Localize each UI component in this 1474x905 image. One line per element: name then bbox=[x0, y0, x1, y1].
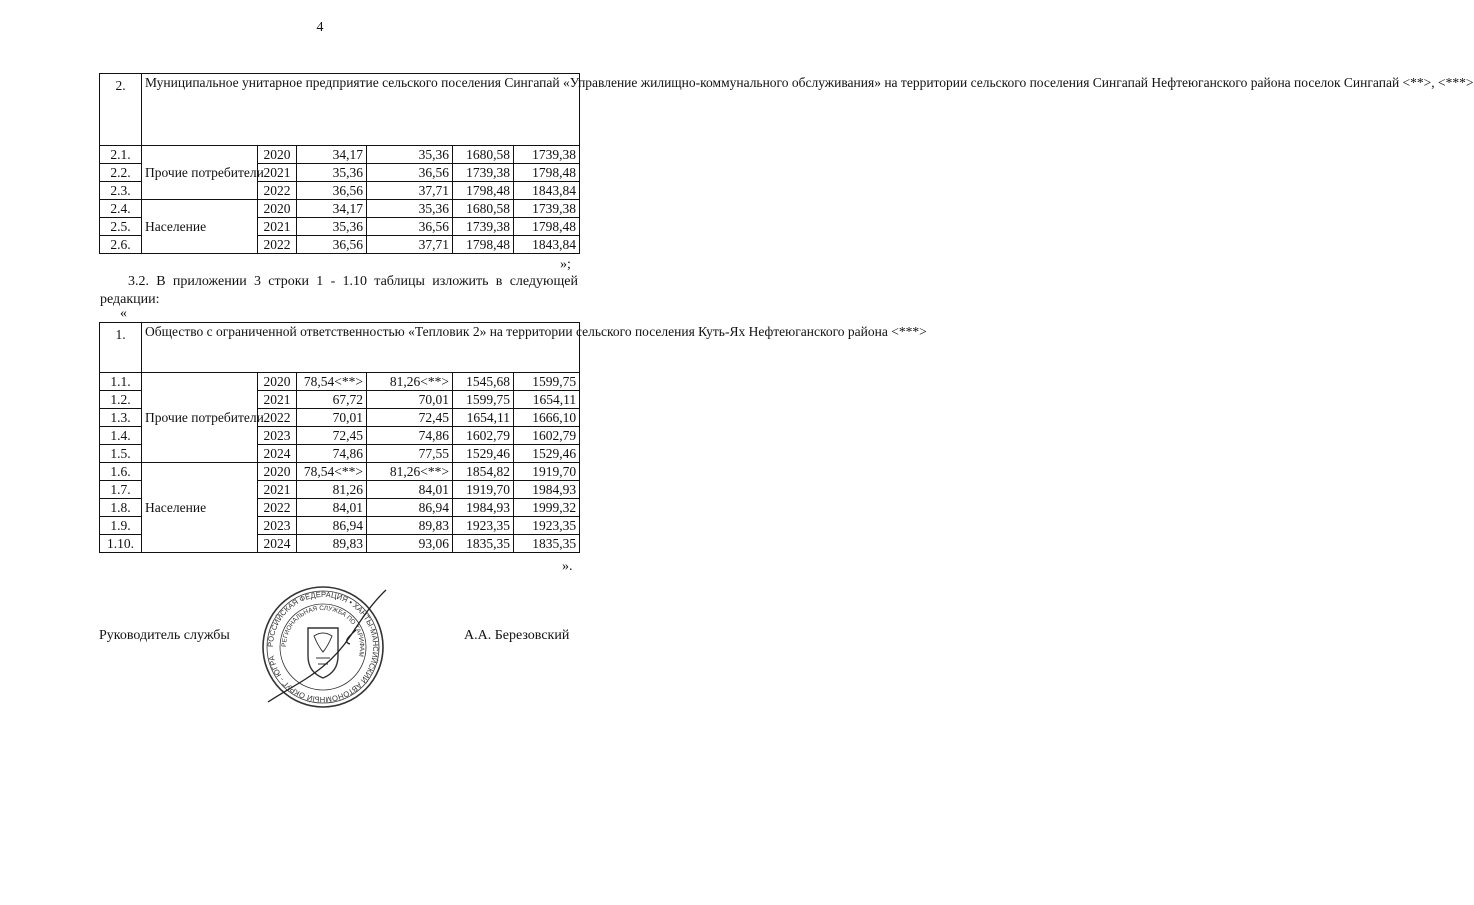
signature-position: Руководитель службы bbox=[99, 628, 230, 643]
value-cell: 84,01 bbox=[297, 499, 367, 517]
value-cell: 72,45 bbox=[367, 409, 453, 427]
row-number: 1.3. bbox=[100, 409, 142, 427]
value-cell: 1529,46 bbox=[453, 445, 514, 463]
value-cell: 78,54<**> bbox=[297, 463, 367, 481]
value-cell: 84,01 bbox=[367, 481, 453, 499]
value-cell: 36,56 bbox=[367, 218, 453, 236]
tariff-table-2 bbox=[99, 322, 927, 553]
year: 2021 bbox=[258, 481, 297, 499]
row-number: 2.6. bbox=[100, 236, 142, 254]
value-cell: 1835,35 bbox=[453, 535, 514, 553]
table-row bbox=[100, 463, 580, 481]
value-cell: 36,56 bbox=[367, 164, 453, 182]
value-cell: 72,45 bbox=[297, 427, 367, 445]
year: 2022 bbox=[258, 182, 297, 200]
amendment-paragraph bbox=[100, 273, 578, 309]
value-cell: 1843,84 bbox=[514, 182, 580, 200]
year: 2021 bbox=[258, 164, 297, 182]
row-number: 2.1. bbox=[100, 146, 142, 164]
consumer-group: Прочие потребители bbox=[142, 373, 258, 463]
page-number: 4 bbox=[316, 20, 324, 35]
org-number: 2. bbox=[100, 74, 142, 146]
value-cell: 86,94 bbox=[297, 517, 367, 535]
row-number: 2.5. bbox=[100, 218, 142, 236]
value-cell: 36,56 bbox=[297, 182, 367, 200]
row-number: 1.4. bbox=[100, 427, 142, 445]
org-number: 1. bbox=[100, 323, 142, 373]
consumer-group: Прочие потребители bbox=[142, 146, 258, 200]
row-number: 1.9. bbox=[100, 517, 142, 535]
value-cell: 1984,93 bbox=[514, 481, 580, 499]
closing-quote-1: »; bbox=[560, 257, 571, 272]
coat-of-arms-icon bbox=[308, 628, 338, 678]
value-cell: 1599,75 bbox=[514, 373, 580, 391]
value-cell: 1654,11 bbox=[514, 391, 580, 409]
year: 2020 bbox=[258, 200, 297, 218]
year: 2022 bbox=[258, 499, 297, 517]
value-cell: 1599,75 bbox=[453, 391, 514, 409]
value-cell: 35,36 bbox=[297, 164, 367, 182]
value-cell: 70,01 bbox=[367, 391, 453, 409]
value-cell: 1798,48 bbox=[453, 236, 514, 254]
value-cell: 74,86 bbox=[367, 427, 453, 445]
value-cell: 1798,48 bbox=[514, 218, 580, 236]
value-cell: 34,17 bbox=[297, 200, 367, 218]
year: 2020 bbox=[258, 146, 297, 164]
year: 2024 bbox=[258, 445, 297, 463]
row-number: 1.7. bbox=[100, 481, 142, 499]
value-cell: 1739,38 bbox=[514, 200, 580, 218]
value-cell: 1680,58 bbox=[453, 200, 514, 218]
value-cell: 37,71 bbox=[367, 236, 453, 254]
year: 2023 bbox=[258, 427, 297, 445]
value-cell: 1999,32 bbox=[514, 499, 580, 517]
tariff-table-1 bbox=[99, 73, 1474, 254]
value-cell: 89,83 bbox=[297, 535, 367, 553]
value-cell: 1854,82 bbox=[453, 463, 514, 481]
year: 2020 bbox=[258, 463, 297, 481]
org-row bbox=[100, 74, 580, 146]
value-cell: 1680,58 bbox=[453, 146, 514, 164]
row-number: 1.1. bbox=[100, 373, 142, 391]
row-number: 2.2. bbox=[100, 164, 142, 182]
value-cell: 70,01 bbox=[297, 409, 367, 427]
value-cell: 86,94 bbox=[367, 499, 453, 517]
opening-quote: « bbox=[120, 306, 127, 321]
value-cell: 1602,79 bbox=[514, 427, 580, 445]
value-cell: 81,26 bbox=[297, 481, 367, 499]
value-cell: 1545,68 bbox=[453, 373, 514, 391]
year: 2021 bbox=[258, 218, 297, 236]
value-cell: 89,83 bbox=[367, 517, 453, 535]
value-cell: 1739,38 bbox=[514, 146, 580, 164]
value-cell: 1529,46 bbox=[514, 445, 580, 463]
value-cell: 35,36 bbox=[367, 200, 453, 218]
seal-outer-text: РОССИЙСКАЯ ФЕДЕРАЦИЯ • ХАНТЫ-МАНСИЙСКИЙ АВТОНОМНЫЙ ОКРУГ - ЮГРА bbox=[265, 589, 381, 705]
value-cell: 93,06 bbox=[367, 535, 453, 553]
value-cell: 1919,70 bbox=[453, 481, 514, 499]
table-row bbox=[100, 200, 580, 218]
table-row bbox=[100, 146, 580, 164]
signature-name: А.А. Березовский bbox=[464, 628, 570, 643]
value-cell: 35,36 bbox=[297, 218, 367, 236]
closing-quote-2: ». bbox=[562, 559, 573, 574]
year: 2021 bbox=[258, 391, 297, 409]
value-cell: 81,26<**> bbox=[367, 463, 453, 481]
value-cell: 1654,11 bbox=[453, 409, 514, 427]
value-cell: 35,36 bbox=[367, 146, 453, 164]
value-cell: 1919,70 bbox=[514, 463, 580, 481]
row-number: 2.3. bbox=[100, 182, 142, 200]
year: 2022 bbox=[258, 236, 297, 254]
value-cell: 78,54<**> bbox=[297, 373, 367, 391]
consumer-group: Население bbox=[142, 463, 258, 553]
value-cell: 1602,79 bbox=[453, 427, 514, 445]
value-cell: 77,55 bbox=[367, 445, 453, 463]
row-number: 1.5. bbox=[100, 445, 142, 463]
row-number: 1.6. bbox=[100, 463, 142, 481]
seal-inner-text: РЕГИОНАЛЬНАЯ СЛУЖБА ПО ТАРИФАМ bbox=[280, 604, 366, 658]
value-cell: 1923,35 bbox=[453, 517, 514, 535]
value-cell: 67,72 bbox=[297, 391, 367, 409]
row-number: 2.4. bbox=[100, 200, 142, 218]
value-cell: 1984,93 bbox=[453, 499, 514, 517]
year: 2024 bbox=[258, 535, 297, 553]
org-row bbox=[100, 323, 580, 373]
row-number: 1.10. bbox=[100, 535, 142, 553]
value-cell: 1843,84 bbox=[514, 236, 580, 254]
value-cell: 36,56 bbox=[297, 236, 367, 254]
row-number: 1.2. bbox=[100, 391, 142, 409]
amendment-text: 3.2. В приложении 3 строки 1 - 1.10 таблицы изложить в следующей редакции: bbox=[100, 274, 578, 307]
value-cell: 1923,35 bbox=[514, 517, 580, 535]
value-cell: 1835,35 bbox=[514, 535, 580, 553]
value-cell: 1798,48 bbox=[514, 164, 580, 182]
consumer-group: Население bbox=[142, 200, 258, 254]
value-cell: 74,86 bbox=[297, 445, 367, 463]
org-name: Муниципальное унитарное предприятие сельского поселения Сингапай «Управление жилищно-коммунального обслуживания» на территории сельского поселения Сингапай Нефтеюганского района поселок Сингапай <**>, <***> bbox=[142, 74, 580, 146]
value-cell: 37,71 bbox=[367, 182, 453, 200]
value-cell: 1739,38 bbox=[453, 218, 514, 236]
value-cell: 1739,38 bbox=[453, 164, 514, 182]
year: 2023 bbox=[258, 517, 297, 535]
table-row bbox=[100, 373, 580, 391]
org-name: Общество с ограниченной ответственностью «Тепловик 2» на территории сельского поселения Куть-Ях Нефтеюганского района <***> bbox=[142, 323, 580, 373]
value-cell: 1798,48 bbox=[453, 182, 514, 200]
value-cell: 34,17 bbox=[297, 146, 367, 164]
year: 2020 bbox=[258, 373, 297, 391]
value-cell: 1666,10 bbox=[514, 409, 580, 427]
year: 2022 bbox=[258, 409, 297, 427]
official-seal bbox=[258, 582, 388, 712]
row-number: 1.8. bbox=[100, 499, 142, 517]
value-cell: 81,26<**> bbox=[367, 373, 453, 391]
